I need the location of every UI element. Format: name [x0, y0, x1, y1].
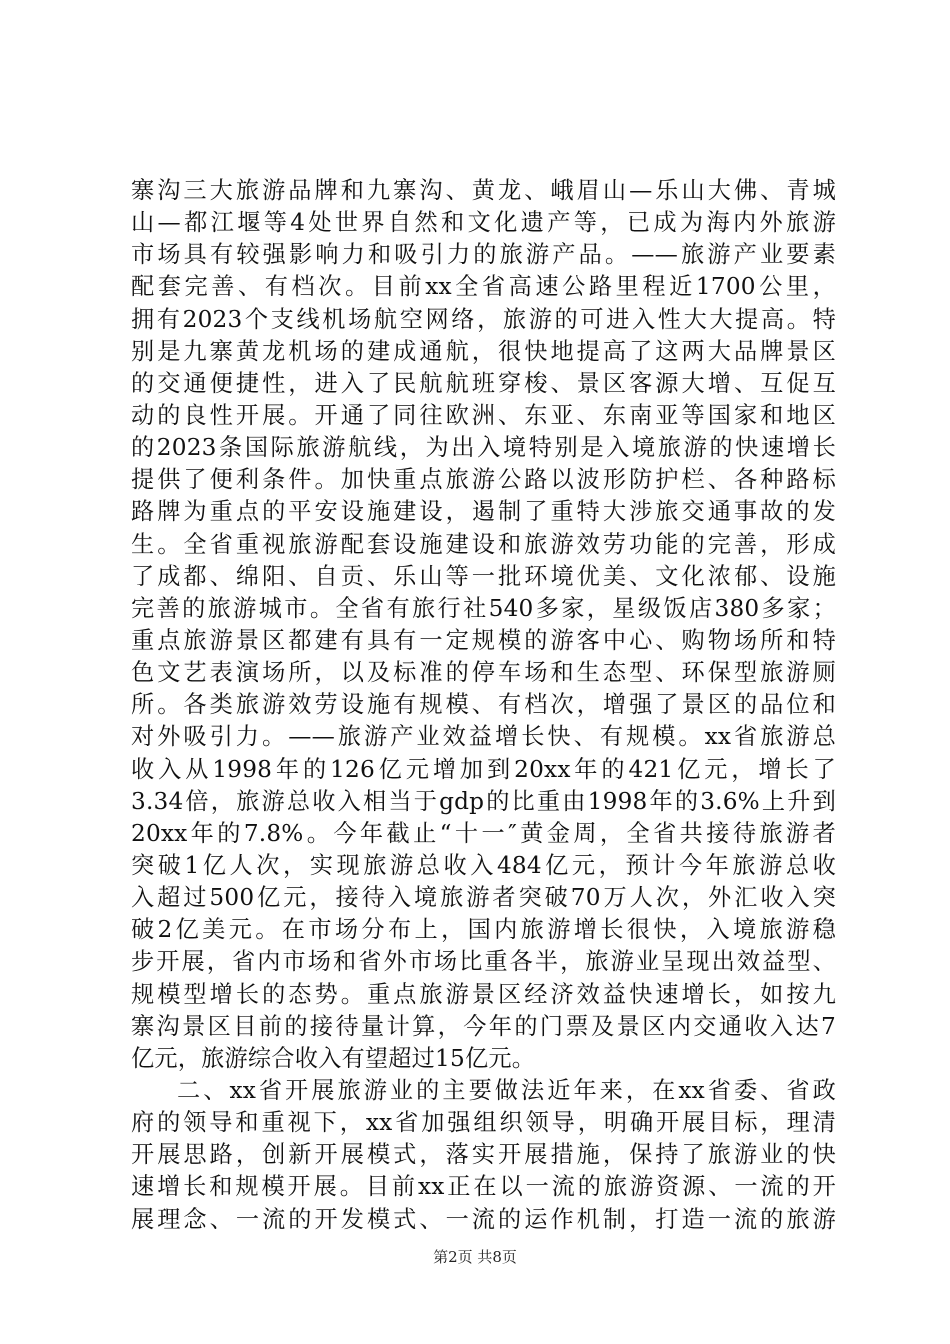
- text-line: 动的良性开展。开通了同往欧洲、东亚、东南亚等国家和地区: [131, 401, 836, 429]
- body-text: [131, 175, 836, 1236]
- text-line: 3.34倍，旅游总收入相当于gdp的比重由1998年的3.6%上升到: [131, 787, 836, 815]
- text-line: 生。全省重视旅游配套设施建设和旅游效劳功能的完善，形成: [131, 530, 836, 558]
- text-line: 配套完善、有档次。目前xx全省高速公路里程近1700公里，: [131, 273, 836, 301]
- text-line: 速增长和规模开展。目前xx正在以一流的旅游资源、一流的开: [131, 1173, 836, 1201]
- text-line: 亿元，旅游综合收入有望超过15亿元。: [131, 1044, 536, 1072]
- page-number: 第2页 共8页: [433, 1248, 517, 1266]
- text-line: 规模型增长的态势。重点旅游景区经济效益快速增长，如按九: [131, 980, 836, 1008]
- text-line: 突破1亿人次，实现旅游总收入484亿元，预计今年旅游总收: [131, 851, 836, 879]
- text-line: 重点旅游景区都建有具有一定规模的游客中心、购物场所和特: [131, 626, 836, 654]
- text-line: 寨沟三大旅游品牌和九寨沟、黄龙、峨眉山—乐山大佛、青城: [131, 177, 836, 204]
- text-line: 的交通便捷性，进入了民航航班穿梭、景区客源大增、互促互: [131, 369, 836, 397]
- text-line: 寨沟景区目前的接待量计算，今年的门票及景区内交通收入达7: [131, 1012, 836, 1040]
- text-line: 的2023条国际旅游航线，为出入境特别是入境旅游的快速增长: [131, 434, 836, 462]
- text-line: 提供了便利条件。加快重点旅游公路以波形防护栏、各种路标: [131, 466, 836, 494]
- text-line: 山—都江堰等4处世界自然和文化遗产等，已成为海内外旅游: [131, 209, 836, 237]
- text-line: 了成都、绵阳、自贡、乐山等一批环境优美、文化浓郁、设施: [131, 562, 836, 590]
- text-line: 完善的旅游城市。全省有旅行社540多家，星级饭店380多家；: [131, 594, 836, 622]
- text-line: 对外吸引力。——旅游产业效益增长快、有规模。xx省旅游总: [131, 723, 836, 751]
- text-line: 入超过500亿元，接待入境旅游者突破70万人次，外汇收入突: [131, 884, 836, 912]
- text-line: 拥有2023个支线机场航空网络，旅游的可进入性大大提高。特: [131, 305, 836, 333]
- text-line: 收入从1998年的126亿元增加到20xx年的421亿元，增长了: [131, 755, 836, 783]
- text-line: 开展思路，创新开展模式，落实开展措施，保持了旅游业的快: [131, 1141, 836, 1169]
- text-line: 色文艺表演场所，以及标准的停车场和生态型、环保型旅游厕: [131, 659, 836, 687]
- text-line: 别是九寨黄龙机场的建成通航，很快地提高了这两大品牌景区: [131, 337, 836, 365]
- text-line: 府的领导和重视下，xx省加强组织领导，明确开展目标，理清: [131, 1109, 836, 1137]
- text-line: 破2亿美元。在市场分布上，国内旅游增长很快，入境旅游稳: [131, 916, 836, 944]
- text-line: 市场具有较强影响力和吸引力的旅游产品。——旅游产业要素: [131, 241, 836, 269]
- text-line: 20xx年的7.8%。今年截止“十一″黄金周，全省共接待旅游者: [131, 819, 836, 847]
- text-line: 所。各类旅游效劳设施有规模、有档次，增强了景区的品位和: [131, 691, 836, 719]
- page-footer: [0, 1246, 950, 1267]
- text-line: 展理念、一流的开发模式、一流的运作机制，打造一流的旅游: [131, 1205, 836, 1233]
- text-line: 步开展，省内市场和省外市场比重各半，旅游业呈现出效益型、: [131, 948, 836, 976]
- section-heading-line: 二、xx省开展旅游业的主要做法近年来，在xx省委、省政: [177, 1076, 836, 1104]
- text-line: 路牌为重点的平安设施建设，遏制了重特大涉旅交通事故的发: [131, 498, 836, 526]
